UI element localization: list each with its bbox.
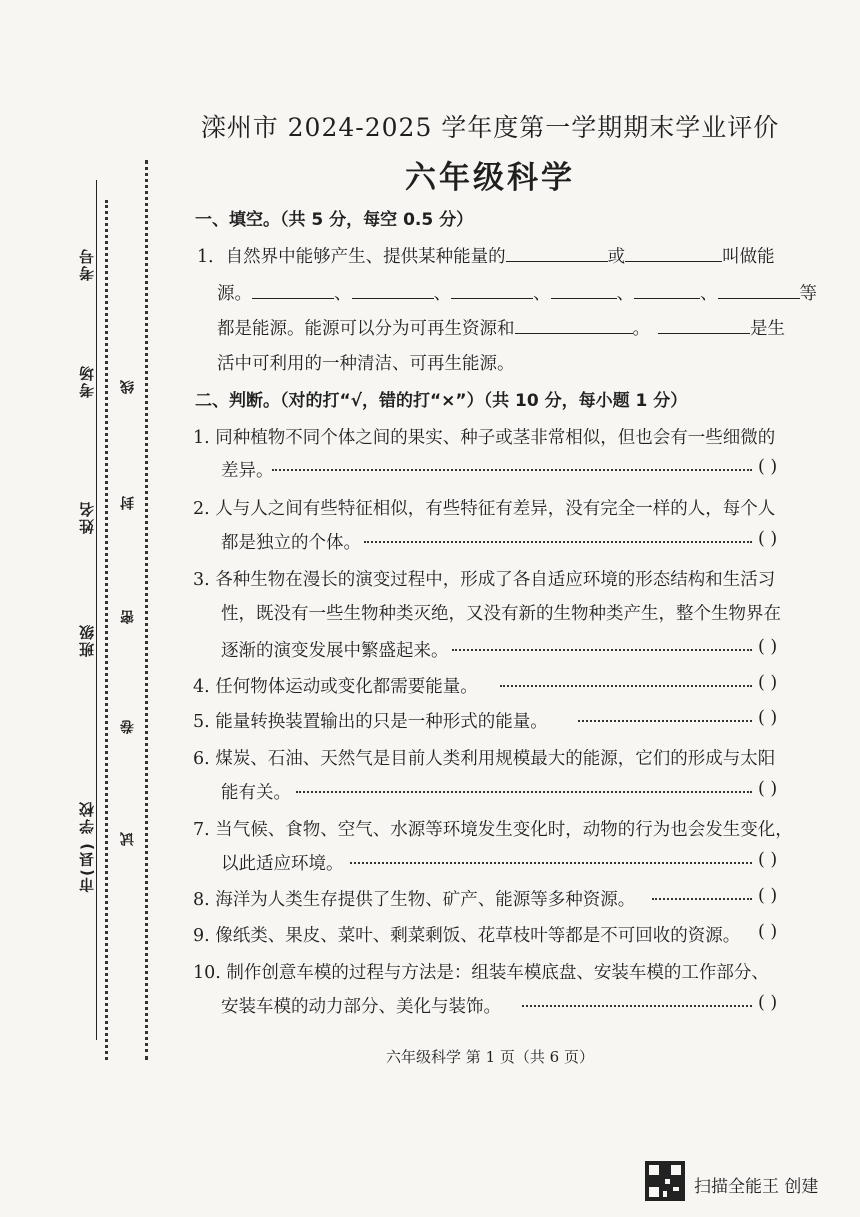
q1-blank-4[interactable] xyxy=(352,280,434,299)
q1-text-c: 叫做能 xyxy=(722,247,775,267)
binding-dotted-line xyxy=(105,200,108,1060)
separator: 、 xyxy=(533,284,551,304)
judge-q10-answer[interactable]: ( ) xyxy=(758,993,778,1013)
leader-dots xyxy=(500,685,752,687)
exam-title: 六年级科学 xyxy=(405,160,575,196)
q1-blank-6[interactable] xyxy=(551,280,617,299)
page-footer: 六年级科学 第 1 页（共 6 页） xyxy=(386,1048,594,1066)
q1-text-e: 都是能源。能源可以分为可再生资源和 xyxy=(217,319,515,339)
judge-q3-line-2: 性，既没有一些生物种类灭绝，又没有新的生物种类产生，整个生物界在 xyxy=(221,604,781,624)
binding-label-exam-room: 考场 xyxy=(78,364,96,398)
q1-text-d: 源。 xyxy=(217,284,252,304)
seal-char-paper: 卷 xyxy=(120,720,136,734)
judge-q9-answer[interactable]: ( ) xyxy=(758,922,778,942)
q1-blank-2[interactable] xyxy=(625,243,722,262)
qr-code-icon xyxy=(645,1161,685,1201)
judge-q3-line-1: 3. 各种生物在漫长的演变过程中，形成了各自适应环境的形态结构和生活习 xyxy=(193,570,776,590)
judge-q8-answer[interactable]: ( ) xyxy=(758,886,778,906)
q1-text-a: 1．自然界中能够产生、提供某种能量的 xyxy=(197,247,506,267)
seal-char-exam: 试 xyxy=(120,832,136,846)
q1-blank-10[interactable] xyxy=(658,315,750,334)
separator: 、 xyxy=(334,284,352,304)
judge-q2-answer[interactable]: ( ) xyxy=(758,529,778,549)
judge-q2-line-2: 都是独立的个体。 xyxy=(221,533,361,553)
judge-q6-line-1: 6. 煤炭、石油、天然气是目前人类利用规模最大的能源，它们的形成与太阳 xyxy=(193,749,776,769)
judge-q4-line-1: 4. 任何物体运动或变化都需要能量。 xyxy=(193,677,478,697)
seal-char-secret: 密 xyxy=(120,610,136,624)
judge-q3-line-3: 逐渐的演变发展中繁盛起来。 xyxy=(221,641,449,661)
exam-subtitle: 滦州市 2024-2025 学年度第一学期期末学业评价 xyxy=(200,113,780,142)
judge-q6-line-2: 能有关。 xyxy=(221,783,291,803)
q1-line-1 xyxy=(197,243,775,268)
leader-dots xyxy=(578,720,752,722)
judge-q5-answer[interactable]: ( ) xyxy=(758,708,778,728)
judge-q6-answer[interactable]: ( ) xyxy=(758,779,778,799)
judge-q3-answer[interactable]: ( ) xyxy=(758,637,778,657)
separator: 、 xyxy=(616,284,634,304)
q1-blank-7[interactable] xyxy=(634,280,700,299)
q1-line-2 xyxy=(217,280,817,305)
scanner-watermark: 扫描全能王 创建 xyxy=(694,1177,819,1197)
judge-q5-line-1: 5. 能量转换装置输出的只是一种形式的能量。 xyxy=(193,712,548,732)
binding-line xyxy=(96,180,97,1040)
seal-char-seal: 封 xyxy=(120,496,136,510)
leader-dots xyxy=(272,469,752,471)
judge-q4-answer[interactable]: ( ) xyxy=(758,673,778,693)
q1-blank-9[interactable] xyxy=(515,315,633,334)
separator: 、 xyxy=(433,284,451,304)
period: 。 xyxy=(632,319,650,339)
q1-blank-3[interactable] xyxy=(252,280,334,299)
judge-q10-line-1: 10. 制作创意车模的过程与方法是：组装车模底盘、安装车模的工作部分、 xyxy=(193,963,769,983)
binding-dotted-line-inner xyxy=(145,160,148,1060)
binding-label-school: 市(县) 学校 xyxy=(78,800,96,893)
judge-q2-line-1: 2. 人与人之间有些特征相似，有些特征有差异，没有完全一样的人，每个人 xyxy=(193,499,776,519)
binding-label-name: 姓名 xyxy=(78,500,96,534)
judge-q1-line-1: 1. 同种植物不同个体之间的果实、种子或茎非常相似，但也会有一些细微的 xyxy=(193,428,776,448)
judge-q7-line-2: 以此适应环境。 xyxy=(221,854,344,874)
seal-char-line: 线 xyxy=(120,380,136,394)
binding-label-class: 班级 xyxy=(78,623,96,657)
q1-blank-1[interactable] xyxy=(506,243,608,262)
section-1-heading: 一、填空。（共 5 分，每空 0.5 分） xyxy=(195,210,474,230)
q1-text-b: 或 xyxy=(607,247,626,267)
leader-dots xyxy=(522,1005,752,1007)
section-2-heading: 二、判断。（对的打“√，错的打“×”）（共 10 分，每小题 1 分） xyxy=(195,391,688,411)
leader-dots xyxy=(364,541,752,543)
q1-line-3 xyxy=(217,315,785,340)
judge-q10-line-2: 安装车模的动力部分、美化与装饰。 xyxy=(221,997,501,1017)
judge-q1-line-2: 差异。 xyxy=(221,461,274,481)
q1-text-f: 是生 xyxy=(750,319,785,339)
judge-q1-answer[interactable]: ( ) xyxy=(758,457,778,477)
q1-blank-5[interactable] xyxy=(451,280,533,299)
judge-q7-answer[interactable]: ( ) xyxy=(758,850,778,870)
leader-dots xyxy=(652,898,752,900)
q1-line-4: 活中可利用的一种清洁、可再生能源。 xyxy=(217,354,515,374)
judge-q7-line-1: 7. 当气候、食物、空气、水源等环境发生变化时，动物的行为也会发生变化， xyxy=(193,820,793,840)
q1-text-deng: 等 xyxy=(799,284,817,304)
leader-dots xyxy=(296,791,752,793)
separator: 、 xyxy=(700,284,718,304)
leader-dots xyxy=(350,862,752,864)
judge-q8-line-1: 8. 海洋为人类生存提供了生物、矿产、能源等多种资源。 xyxy=(193,890,636,910)
q1-blank-8[interactable] xyxy=(718,280,800,299)
judge-q9-line-1: 9. 像纸类、果皮、菜叶、剩菜剩饭、花草枝叶等都是不可回收的资源。 xyxy=(193,926,741,946)
leader-dots xyxy=(452,649,752,651)
binding-label-exam-number: 考号 xyxy=(78,247,96,281)
